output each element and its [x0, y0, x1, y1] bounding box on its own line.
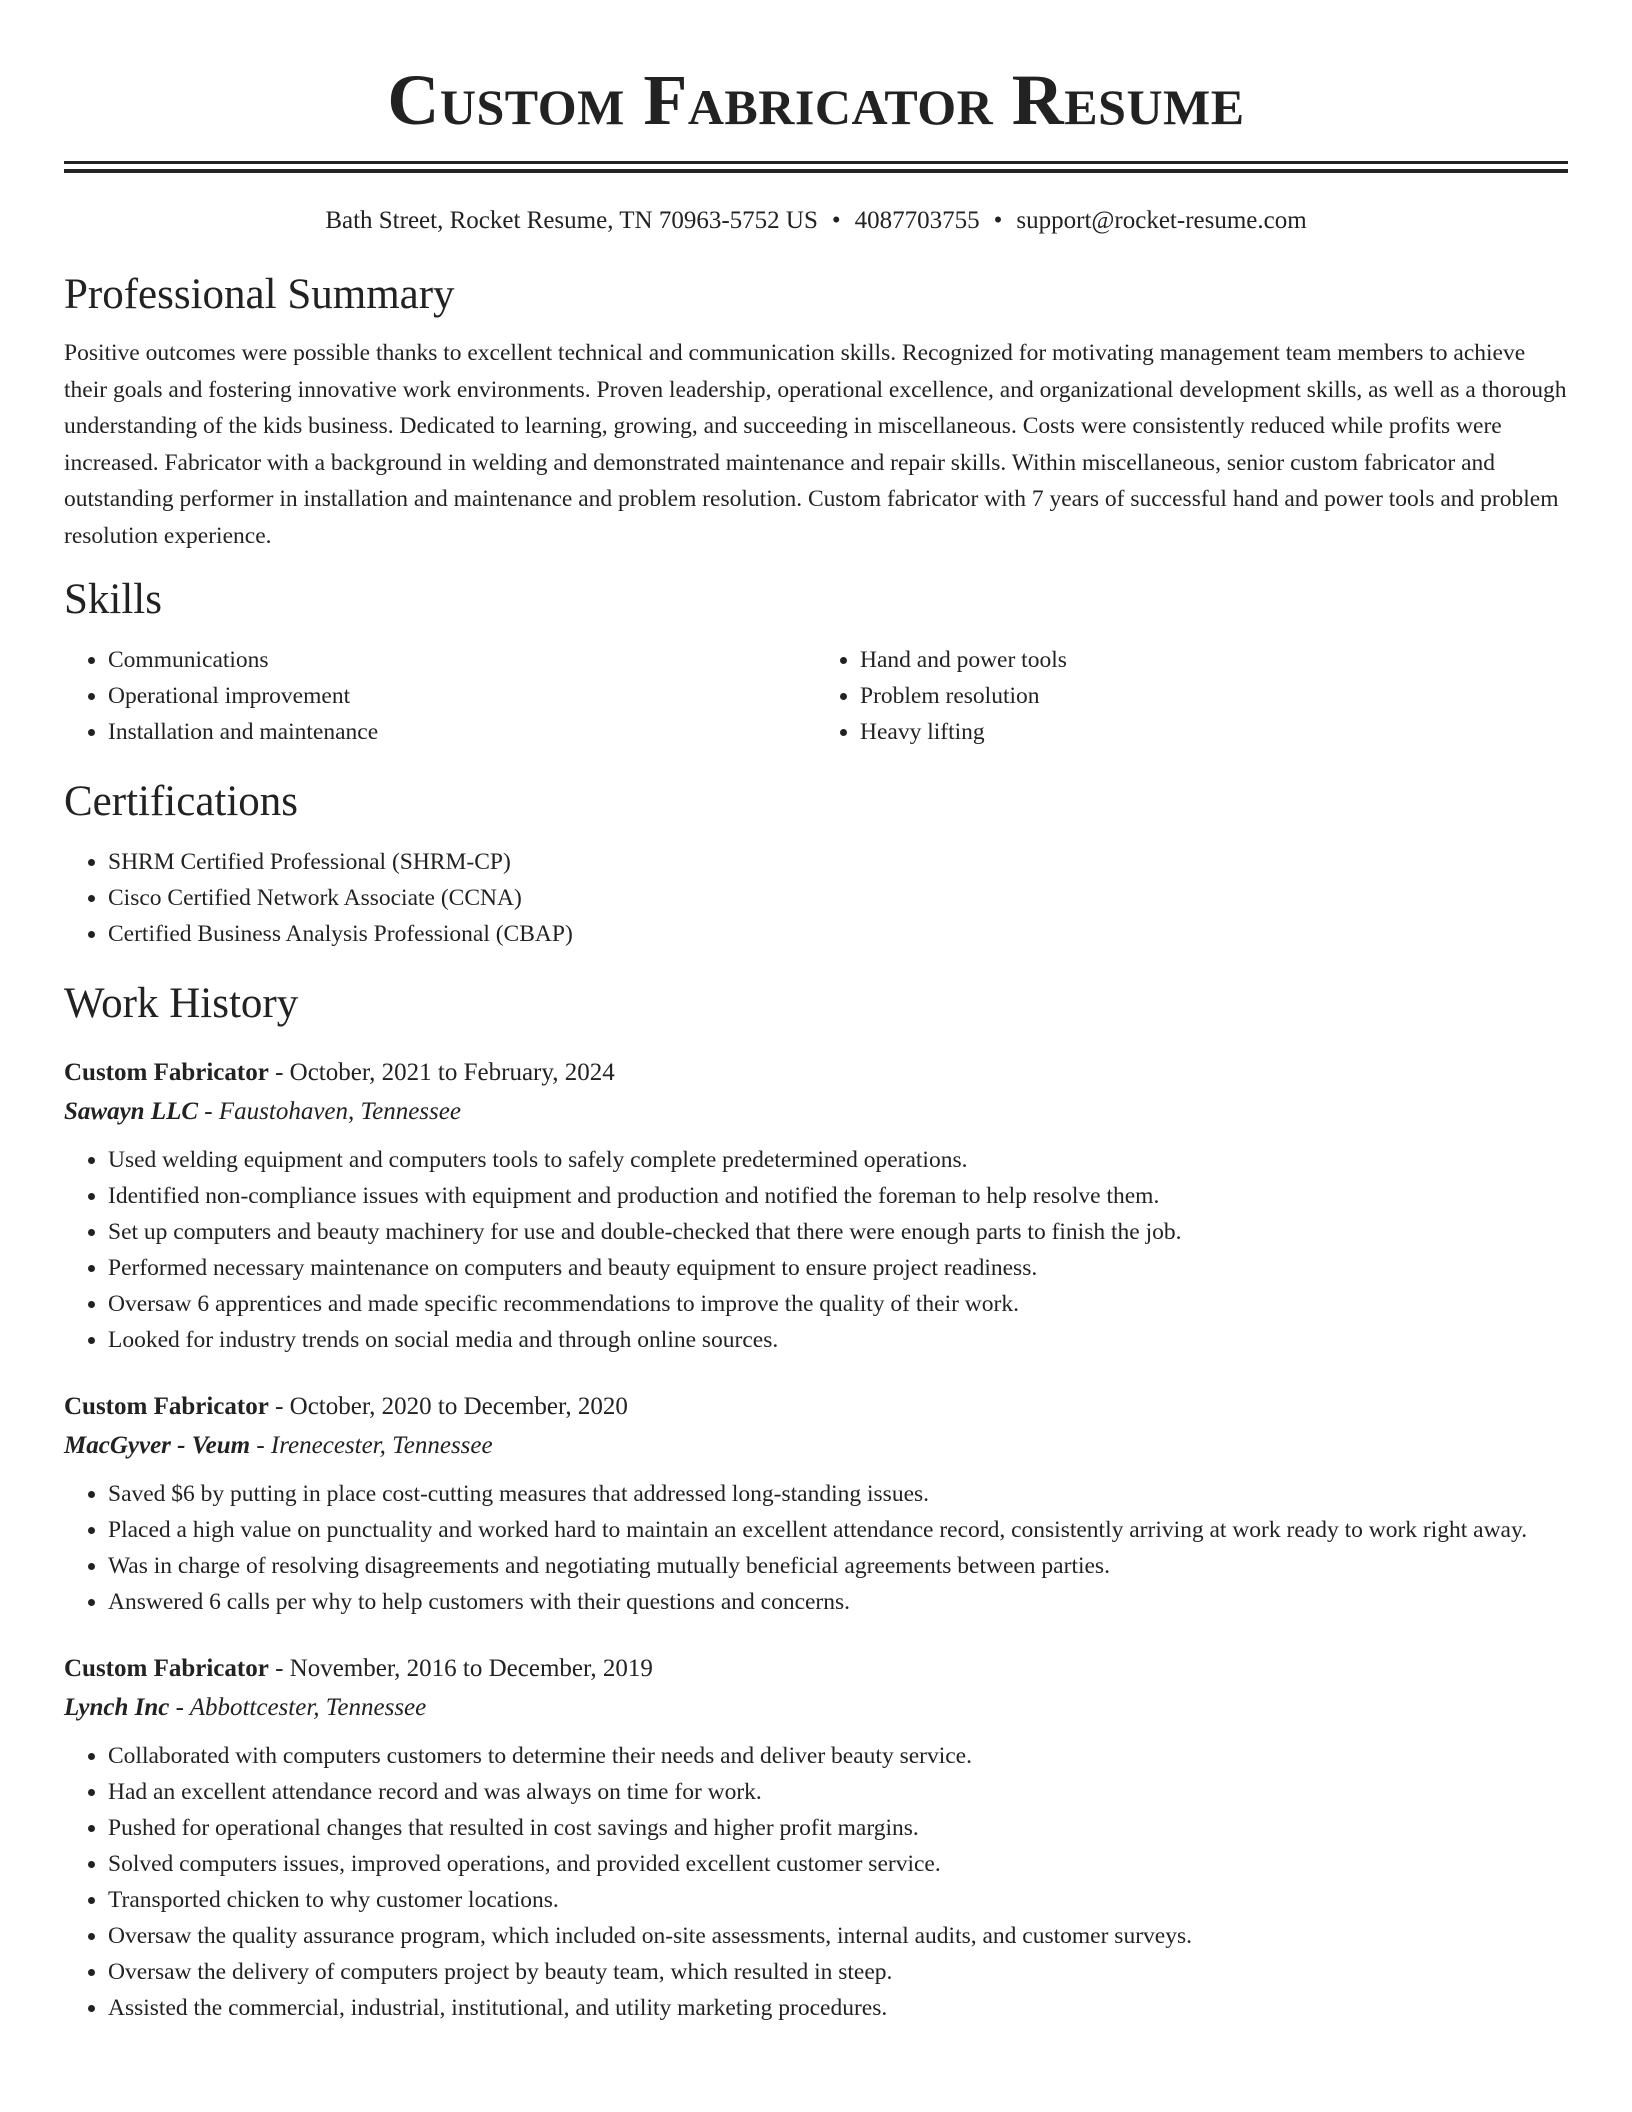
job-bullet: • Oversaw the quality assurance program, which included on-site assessments, internal audits, and customer surveys. — [108, 1918, 1568, 1954]
job-location: - Faustohaven, Tennessee — [198, 1098, 461, 1125]
title-divider-top — [64, 161, 1568, 164]
work-history-heading: Work History — [64, 980, 299, 1027]
job-bullet: • Identified non-compliance issues with equipment and production and notified the foreman to help resolve them. — [108, 1178, 1568, 1214]
contact-separator: • — [993, 207, 1003, 234]
contact-phone: 4087703755 — [854, 207, 980, 234]
job-company-line — [64, 1688, 1568, 1728]
certification-item: • Certified Business Analysis Professional (CBAP) — [108, 916, 1568, 952]
certification-item: • Cisco Certified Network Associate (CCNA) — [108, 880, 1568, 916]
job-dates: - October, 2021 to February, 2024 — [268, 1059, 615, 1086]
job-bullet: • Performed necessary maintenance on computers and beauty equipment to ensure project readiness. — [108, 1250, 1568, 1286]
job-header — [64, 1650, 1568, 1688]
job-header — [64, 1054, 1568, 1092]
skills-list-right — [816, 642, 1568, 750]
job-bullet: • Collaborated with computers customers to determine their needs and deliver beauty service. — [108, 1738, 1568, 1774]
job-bullet: • Saved $6 by putting in place cost-cutting measures that addressed long-standing issues. — [108, 1476, 1568, 1512]
job-location: - Irenecester, Tennessee — [250, 1432, 493, 1459]
contact-line — [64, 203, 1568, 239]
job-bullets — [64, 1476, 1568, 1620]
skill-item: • Problem resolution — [860, 678, 1568, 714]
job-bullet: • Used welding equipment and computers tools to safely complete predetermined operations. — [108, 1142, 1568, 1178]
job-bullet: • Answered 6 calls per why to help customers with their questions and concerns. — [108, 1584, 1568, 1620]
job-bullet: • Had an excellent attendance record and was always on time for work. — [108, 1774, 1568, 1810]
job-bullet: • Solved computers issues, improved operations, and provided excellent customer service. — [108, 1846, 1568, 1882]
job-bullet: • Pushed for operational changes that resulted in cost savings and higher profit margins. — [108, 1810, 1568, 1846]
job-dates: - October, 2020 to December, 2020 — [268, 1393, 628, 1420]
job-company-line — [64, 1092, 1568, 1132]
job-bullet: • Looked for industry trends on social media and through online sources. — [108, 1322, 1568, 1358]
job-bullet: • Placed a high value on punctuality and worked hard to maintain an excellent attendance record, consistently arriving at work ready to work right away. — [108, 1512, 1568, 1548]
job-bullet: • Oversaw the delivery of computers project by beauty team, which resulted in steep. — [108, 1954, 1568, 1990]
resume-title: Custom Fabricator Resume — [387, 60, 1245, 140]
certifications-list — [64, 844, 1568, 952]
job-bullets — [64, 1738, 1568, 2026]
job-bullet: • Set up computers and beauty machinery for use and double-checked that there were enough parts to finish the job. — [108, 1214, 1568, 1250]
job-entry — [64, 1388, 1568, 1620]
contact-separator: • — [831, 207, 841, 234]
job-bullet: • Transported chicken to why customer locations. — [108, 1882, 1568, 1918]
certifications-heading: Certifications — [64, 778, 299, 825]
job-entry — [64, 1054, 1568, 1358]
skill-item: • Communications — [108, 642, 816, 678]
skill-item: • Heavy lifting — [860, 714, 1568, 750]
job-bullet: • Oversaw 6 apprentices and made specific recommendations to improve the quality of their work. — [108, 1286, 1568, 1322]
title-divider-bottom — [64, 169, 1568, 173]
job-header — [64, 1388, 1568, 1426]
job-company: MacGyver - Veum — [64, 1432, 251, 1459]
job-bullet: • Was in charge of resolving disagreements and negotiating mutually beneficial agreements between parties. — [108, 1548, 1568, 1584]
skills-columns — [64, 642, 1568, 750]
skill-item: • Operational improvement — [108, 678, 816, 714]
skills-heading: Skills — [64, 576, 162, 623]
job-dates: - November, 2016 to December, 2019 — [268, 1655, 653, 1682]
contact-address: Bath Street, Rocket Resume, TN 70963-5752 US — [325, 207, 818, 234]
resume-page — [64, 0, 1568, 2026]
job-title: Custom Fabricator — [64, 1393, 269, 1420]
job-title: Custom Fabricator — [64, 1059, 269, 1086]
job-entry — [64, 1650, 1568, 2026]
job-company: Sawayn LLC — [64, 1098, 199, 1125]
contact-email: support@rocket-resume.com — [1016, 207, 1307, 234]
job-bullets — [64, 1142, 1568, 1358]
certification-item: • SHRM Certified Professional (SHRM-CP) — [108, 844, 1568, 880]
skill-item: • Installation and maintenance — [108, 714, 816, 750]
job-location: - Abbottcester, Tennessee — [169, 1694, 427, 1721]
job-company-line — [64, 1426, 1568, 1466]
skill-item: • Hand and power tools — [860, 642, 1568, 678]
job-title: Custom Fabricator — [64, 1655, 269, 1682]
job-bullet: • Assisted the commercial, industrial, institutional, and utility marketing procedures. — [108, 1990, 1568, 2026]
summary-text: Positive outcomes were possible thanks to excellent technical and communication skills. Recognized for motivating management team members to achieve their goals and fostering innovative work environments. Proven leadership, operational excellence, and organizational development skills, as well as a thorough understanding of the kids business. Dedicated to learning, growing, and succeeding in miscellaneous. Costs were consistently reduced while profits were increased. Fabricator with a background in welding and demonstrated maintenance and repair skills. Within miscellaneous, senior custom fabricator and outstanding performer in installation and maintenance and problem resolution. Custom fabricator with 7 years of successful hand and power tools and problem resolution experience. — [64, 340, 1567, 549]
summary-heading: Professional Summary — [64, 271, 455, 318]
job-company: Lynch Inc — [64, 1694, 170, 1721]
skills-list-left — [64, 642, 816, 750]
